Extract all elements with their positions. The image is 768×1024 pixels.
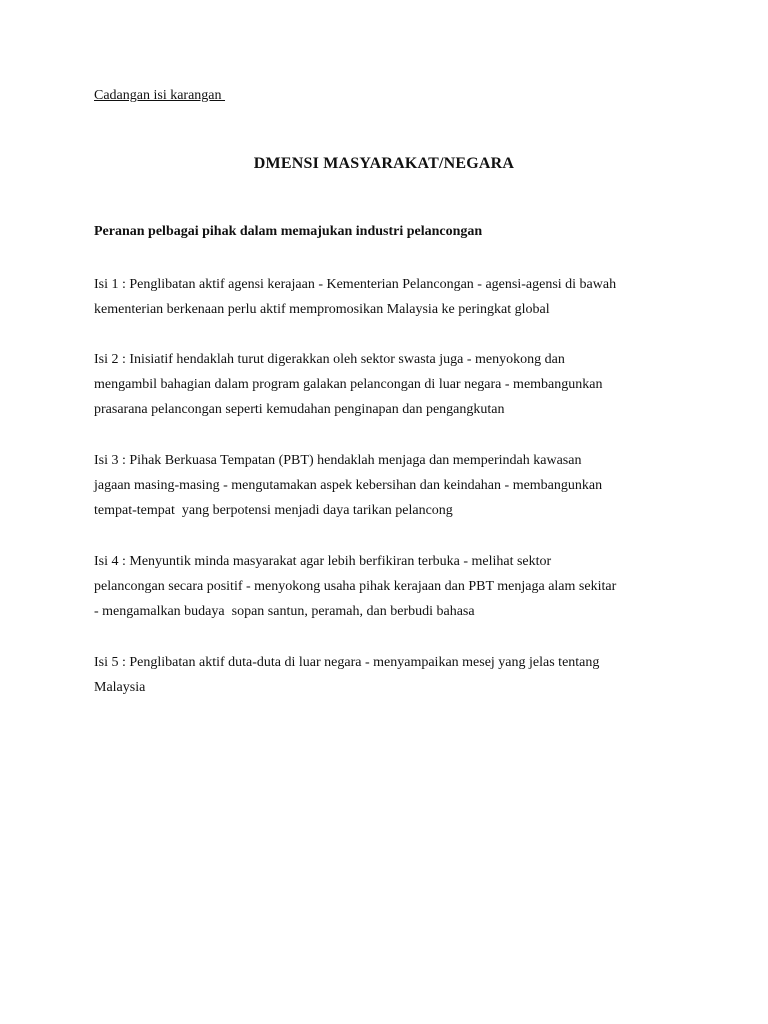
paragraph-line: kementerian berkenaan perlu aktif mempromosikan Malaysia ke peringkat global [94,302,550,317]
paragraph-line: prasarana pelancongan seperti kemudahan penginapan dan pengangkutan [94,402,505,417]
paragraph-isi-1 [94,272,684,322]
paragraph-isi-5 [94,650,684,700]
document-subheading-link[interactable]: Cadangan isi karangan [94,88,226,103]
paragraph-line: jagaan masing-masing - mengutamakan aspek kebersihan dan keindahan - membangunkan [94,478,603,493]
paragraph-line: tempat-tempat yang berpotensi menjadi daya tarikan pelancong [94,503,453,518]
section-title: Peranan pelbagai pihak dalam memajukan industri pelancongan [94,224,483,239]
paragraph-line: Isi 4 : Menyuntik minda masyarakat agar lebih berfikiran terbuka - melihat sektor [94,554,552,569]
paragraph-line: Isi 3 : Pihak Berkuasa Tempatan (PBT) hendaklah menjaga dan memperindah kawasan [94,453,582,468]
paragraph-line: Isi 2 : Inisiatif hendaklah turut digerakkan oleh sektor swasta juga - menyokong dan [94,352,565,367]
paragraph-line: - mengamalkan budaya sopan santun, peramah, dan berbudi bahasa [94,604,475,619]
paragraph-isi-2 [94,347,684,422]
paragraph-line: Isi 5 : Penglibatan aktif duta-duta di luar negara - menyampaikan mesej yang jelas tentang [94,655,600,670]
paragraph-line: mengambil bahagian dalam program galakan pelancongan di luar negara - membangunkan [94,377,603,392]
paragraph-isi-3 [94,448,684,523]
paragraph-line: Malaysia [94,680,146,695]
paragraph-isi-4 [94,549,684,624]
paragraph-line: Isi 1 : Penglibatan aktif agensi kerajaan - Kementerian Pelancongan - agensi-agensi di bawah [94,277,617,292]
document-title: DMENSI MASYARAKAT/NEGARA [253,155,515,172]
paragraph-line: pelancongan secara positif - menyokong usaha pihak kerajaan dan PBT menjaga alam sekitar [94,579,617,594]
